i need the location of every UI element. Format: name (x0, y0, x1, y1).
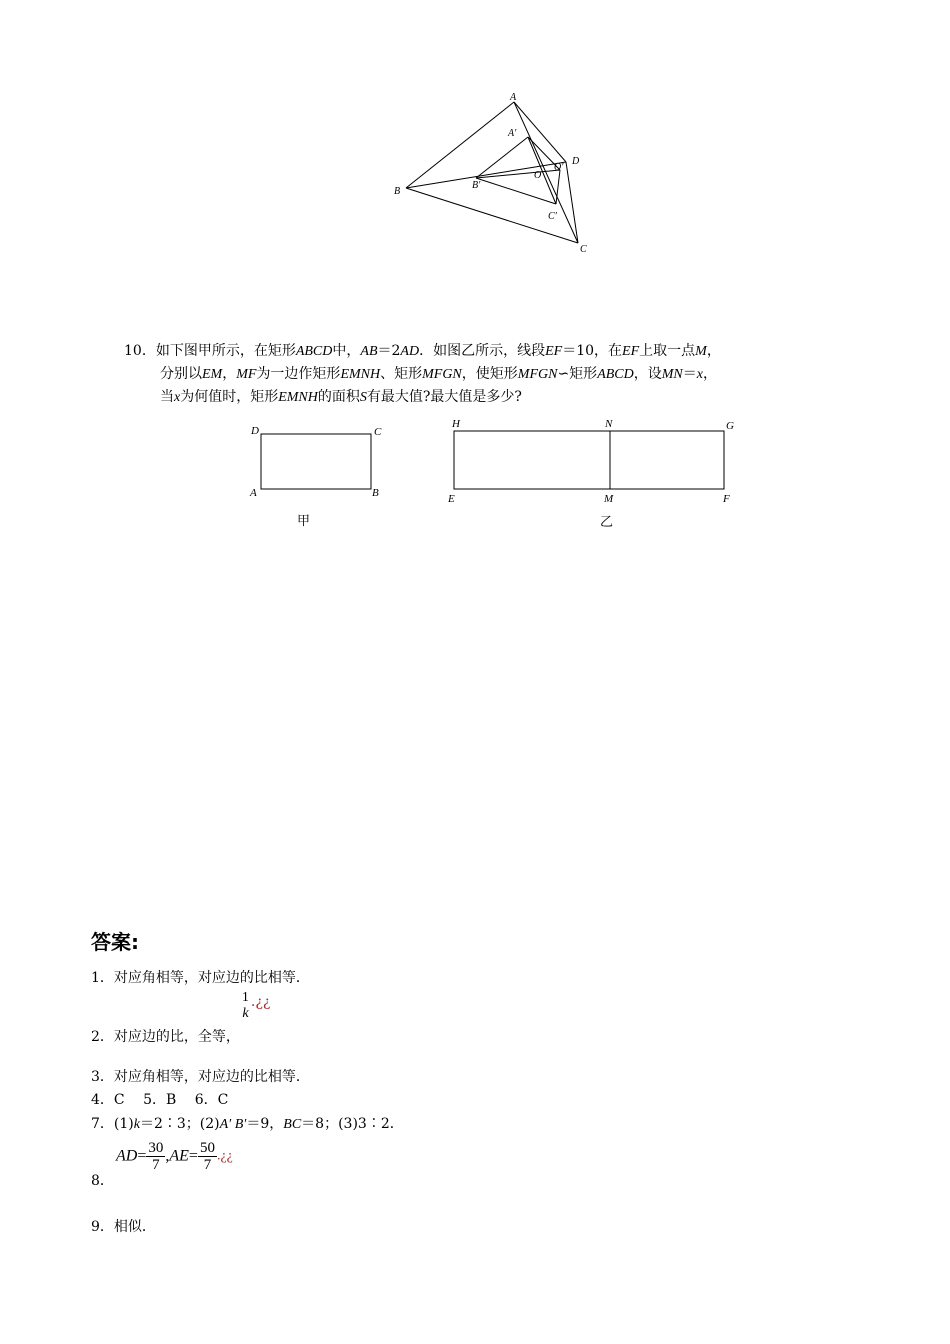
q10-var: EF (622, 344, 640, 359)
label-M: M (604, 493, 614, 505)
q10-text: ＝2 (377, 343, 401, 359)
q10-text: 中， (332, 343, 361, 359)
fraction-1-over-k (240, 990, 251, 1022)
label-A-prime: A′ (508, 128, 517, 139)
edge-A1B1 (476, 137, 528, 178)
answer-3: 3．对应角相等，对应边的比相等． (91, 1069, 310, 1085)
a7-text: ＝8；(3)3∶2． (301, 1116, 404, 1132)
fraction-numerator: 30 (148, 1140, 164, 1156)
answer-9: 9．相似． (91, 1219, 156, 1235)
q10-var: ABCD (295, 344, 333, 359)
answer-2-tail: .¿¿ (250, 994, 271, 1010)
label-H: H (452, 418, 460, 430)
answer-8-formula (116, 1140, 233, 1173)
q10-text: ， (706, 343, 721, 359)
label-A: A (510, 92, 517, 103)
var-AD: AD (116, 1147, 138, 1165)
answer-2-text: 2．对应边的比，全等， (91, 1029, 240, 1045)
q10-text: ，使矩形 (461, 366, 518, 382)
label-C-prime: C′ (548, 211, 557, 222)
equals: = (137, 1147, 147, 1165)
q10-text: 如下图甲所示，在矩形 (155, 343, 296, 359)
fraction-denominator: k (242, 1006, 249, 1021)
q10-var: x (696, 367, 703, 382)
caption-yi: 乙 (600, 515, 614, 530)
q10-text: 当 (160, 389, 174, 405)
q10-var: M (695, 344, 707, 359)
label-O-prime: O′ (554, 162, 564, 173)
a7-var: BC (283, 1117, 302, 1132)
q10-var: AD (400, 344, 420, 359)
label-D: D (572, 156, 580, 167)
label-B: B (394, 186, 401, 197)
q10-text: 为何值时，矩形 (180, 389, 279, 405)
a7-text: ＝2∶3；(2) (139, 1116, 220, 1132)
label-B-prime: B′ (472, 180, 481, 191)
figure-jia (245, 420, 395, 510)
label-G: G (726, 420, 734, 432)
q10-var: S (359, 390, 367, 405)
question-10-line-2 (124, 363, 844, 386)
edge-BD (406, 162, 566, 188)
rectangle-EFGH (454, 431, 724, 489)
q10-var: MFGN (422, 367, 462, 382)
a7-var: A′ B′ (219, 1117, 247, 1132)
edge-AC (514, 102, 578, 243)
edge-B1C1 (476, 178, 556, 204)
answer-1: 1．对应角相等，对应边的比相等． (91, 970, 310, 986)
label-E: E (448, 493, 455, 505)
answer-8-tail: .¿¿ (216, 1148, 233, 1164)
q10-var: EMNH (278, 390, 318, 405)
question-10 (124, 340, 844, 409)
fraction-50-over-7 (198, 1140, 217, 1173)
q10-var: MF (236, 367, 257, 382)
q10-text: ，设 (633, 366, 662, 382)
q10-var: ABCD (597, 367, 634, 382)
q10-text: ∽矩形 (557, 366, 598, 382)
q10-text: ．如图乙所示，线段 (419, 343, 546, 359)
question-10-line-3 (124, 386, 844, 409)
label-N: N (605, 418, 613, 430)
q10-var: EF (545, 344, 563, 359)
answers-title: 答案: (91, 930, 139, 954)
edge-B1O1 (476, 170, 560, 178)
q10-var: AB (360, 344, 378, 359)
caption-jia: 甲 (297, 514, 311, 529)
label-D: D (251, 425, 259, 437)
q10-var: EMNH (340, 367, 381, 382)
label-O: O (534, 170, 542, 181)
q10-text: 分别以 (160, 366, 202, 382)
label-A: A (250, 487, 257, 499)
a7-var: k (133, 1117, 140, 1132)
edge-DA (514, 102, 566, 162)
label-C: C (580, 244, 587, 255)
q10-text: ＝ (682, 366, 697, 382)
q10-text: ， (222, 366, 237, 382)
rectangle-ABCD (261, 434, 371, 489)
comma: , (165, 1147, 170, 1165)
equals: = (188, 1147, 198, 1165)
q10-var: x (174, 390, 181, 405)
q10-text: ， (702, 366, 717, 382)
var-AE: AE (169, 1147, 189, 1165)
fraction-numerator: 50 (199, 1140, 215, 1156)
label-F: F (723, 493, 730, 505)
question-number: 10． (124, 343, 156, 359)
q10-text: 为一边作矩形 (256, 366, 341, 382)
figure-quadrilateral (390, 88, 600, 258)
edge-AB (406, 102, 514, 188)
answer-2 (91, 990, 271, 1045)
answer-7 (91, 1113, 404, 1133)
a7-text: ＝9， (246, 1116, 284, 1132)
answer-8-number: 8． (91, 1173, 114, 1189)
q10-var: EM (202, 367, 223, 382)
label-B: B (372, 487, 379, 499)
q10-text: ＝10，在 (562, 343, 623, 359)
answer-4-6: 4．C 5．B 6．C (91, 1092, 229, 1108)
q10-text: 的面积 (317, 389, 360, 405)
fraction-30-over-7 (146, 1140, 165, 1173)
figure-yi (440, 414, 750, 506)
q10-var: MFGN (517, 367, 558, 382)
q10-text: 有最大值?最大值是多少? (366, 389, 522, 405)
question-10-line-1 (124, 340, 844, 363)
q10-text: 、矩形 (380, 366, 423, 382)
fraction-denominator: 7 (203, 1157, 212, 1173)
a7-text: 7．(1) (91, 1116, 134, 1132)
q10-text: 上取一点 (639, 343, 696, 359)
label-C: C (374, 426, 382, 438)
q10-var: MN (661, 367, 683, 382)
fraction-numerator: 1 (241, 990, 249, 1005)
fraction-denominator: 7 (152, 1157, 160, 1173)
